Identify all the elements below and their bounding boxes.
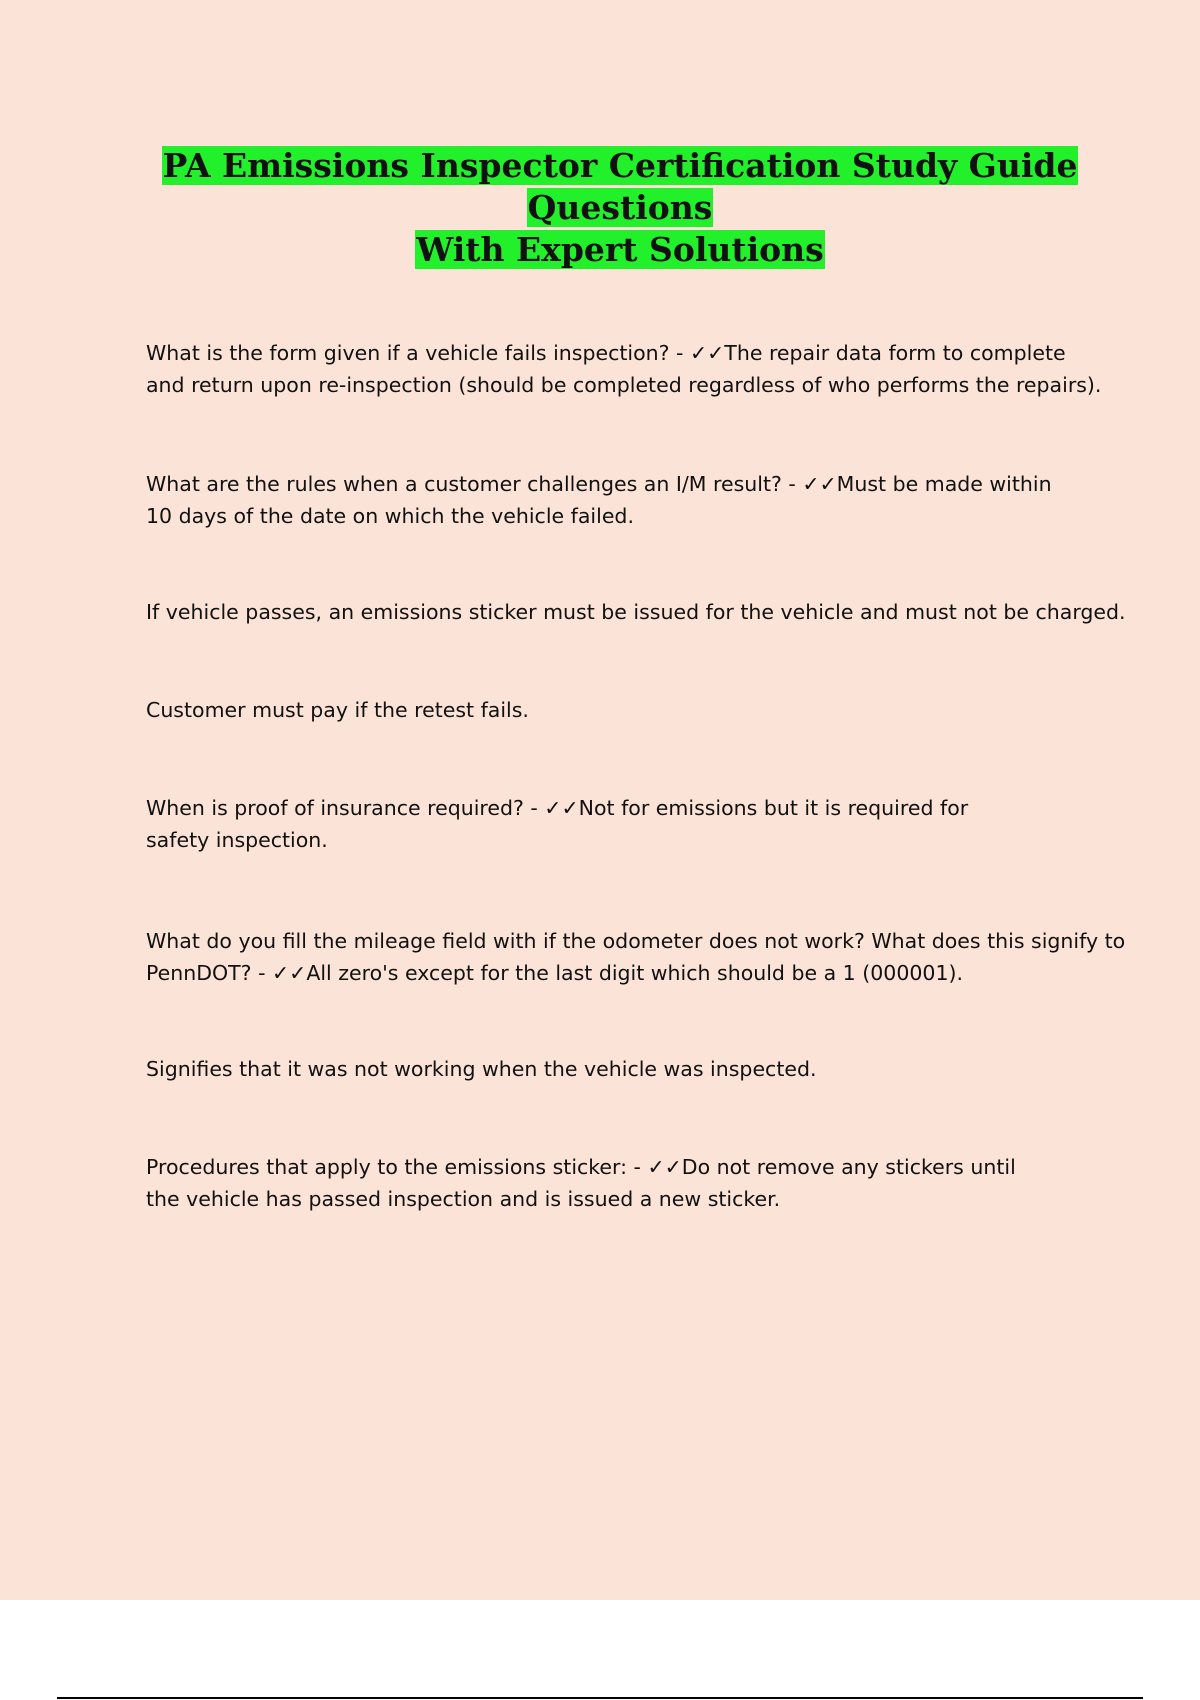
paragraph-line: safety inspection.	[146, 828, 328, 852]
qa-paragraph-1	[146, 337, 1106, 401]
footer-divider	[57, 1697, 1143, 1699]
paragraph-line: When is proof of insurance required? - ✓✓Not for emissions but it is required for	[146, 796, 969, 820]
paragraph-line: What are the rules when a customer challenges an I/M result? - ✓✓Must be made within	[146, 472, 1052, 496]
qa-paragraph-2	[146, 468, 1106, 532]
qa-paragraph-5	[146, 792, 1106, 856]
qa-paragraph-6	[146, 925, 1126, 989]
title-line-1: PA Emissions Inspector Certification Study Guide Questions	[162, 146, 1078, 227]
qa-paragraph-3	[146, 596, 1126, 628]
paragraph-line: 10 days of the date on which the vehicle failed.	[146, 504, 634, 528]
qa-paragraph-4	[146, 694, 1106, 726]
title-line-2: With Expert Solutions	[416, 230, 824, 269]
paragraph-line: Signifies that it was not working when the vehicle was inspected.	[146, 1057, 817, 1081]
paragraph-line: and return upon re-inspection (should be completed regardless of who performs the repairs).	[146, 373, 1102, 397]
paragraph-line: If vehicle passes, an emissions sticker must be issued for the vehicle and must not be charged.	[146, 600, 1126, 624]
paragraph-line: What do you fill the mileage field with if the odometer does not work? What does this signify to	[146, 929, 1126, 953]
paragraph-line: the vehicle has passed inspection and is issued a new sticker.	[146, 1187, 781, 1211]
paragraph-line: What is the form given if a vehicle fails inspection? - ✓✓The repair data form to complete	[146, 341, 1066, 365]
paragraph-line: PennDOT? - ✓✓All zero's except for the last digit which should be a 1 (000001).	[146, 961, 964, 985]
document-title	[140, 145, 1100, 271]
paragraph-line: Customer must pay if the retest fails.	[146, 698, 529, 722]
qa-paragraph-7	[146, 1053, 1106, 1085]
paragraph-line: Procedures that apply to the emissions sticker: - ✓✓Do not remove any stickers until	[146, 1155, 1016, 1179]
qa-paragraph-8	[146, 1151, 1106, 1215]
